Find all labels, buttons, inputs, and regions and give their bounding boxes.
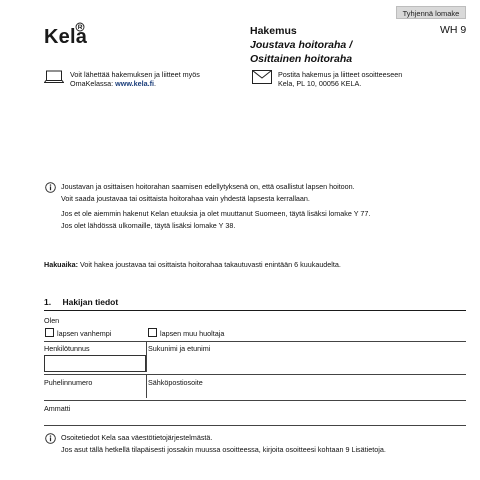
hakuaika-label: Hakuaika: — [44, 260, 78, 269]
address-note — [61, 432, 386, 455]
online-info-suffix: . — [154, 79, 157, 88]
row-divider-1 — [44, 341, 466, 342]
section1-heading — [44, 297, 118, 307]
kela-logo: Kela — [44, 26, 88, 48]
form-title — [250, 24, 352, 66]
row-divider-2 — [44, 374, 466, 375]
ssn-input[interactable] — [44, 355, 146, 372]
postal-info-line2: Kela, PL 10, 00056 KELA. — [278, 79, 362, 88]
laptop-icon — [44, 70, 64, 84]
form-code: WH 9 — [440, 24, 467, 36]
parent-option-label: lapsen vanhempi — [57, 329, 112, 338]
email-input[interactable] — [148, 387, 466, 398]
kela-website-link[interactable]: www.kela.fi — [115, 79, 155, 88]
notice-line2: Voit saada joustavaa tai osittaista hoitorahaa vain yhdestä lapsesta kerrallaan. — [61, 193, 310, 203]
form-title-line2: Joustava hoitoraha / — [250, 39, 353, 51]
name-label: Sukunimi ja etunimi — [148, 344, 211, 353]
address-note-line2: Jos asut tällä hetkellä tilapäisesti jossakin muussa osoitteessa, kirjoita osoitteesi kohtaan 9 Lisätietoja. — [61, 444, 386, 454]
address-info-icon — [45, 433, 56, 444]
section1-number: 1. — [44, 297, 52, 307]
clear-form-button[interactable]: Tyhjennä lomake — [396, 6, 466, 19]
hakuaika-text: Voit hakea joustavaa tai osittaista hoitorahaa takautuvasti enintään 6 kuukaudelta. — [79, 260, 341, 269]
occupation-label: Ammatti — [44, 404, 71, 413]
olen-label: Olen — [44, 316, 60, 325]
online-info-line2 — [70, 79, 200, 88]
info-icon — [45, 182, 56, 193]
section1-title: Hakijan tiedot — [62, 297, 119, 307]
phone-label: Puhelinnumero — [44, 378, 93, 387]
online-info — [70, 70, 200, 88]
row-vdivider-2 — [146, 374, 147, 398]
guardian-checkbox[interactable] — [148, 328, 157, 337]
ssn-label: Henkilötunnus — [44, 344, 90, 353]
occupation-input[interactable] — [44, 413, 466, 424]
hakuaika — [44, 259, 341, 271]
row-divider-4 — [44, 425, 466, 426]
notice-line1: Joustavan ja osittaisen hoitorahan saamisen edellytyksenä on, että osallistut lapsen hoitoon. — [61, 182, 355, 191]
row-vdivider-1 — [146, 341, 147, 372]
notice-line4: Jos olet lähdössä ulkomaille, täytä lisäksi lomake Y 38. — [61, 220, 236, 230]
postal-info — [278, 70, 402, 88]
row-divider-3 — [44, 400, 466, 401]
online-info-prefix: OmaKelassa: — [70, 79, 116, 88]
guardian-option-label: lapsen muu huoltaja — [160, 329, 225, 338]
postal-info-line1: Postita hakemus ja liitteet osoitteeseen — [278, 70, 403, 79]
form-title-line1: Hakemus — [250, 25, 297, 37]
address-note-line1: Osoitetiedot Kela saa väestötietojärjestelmästä. — [61, 433, 213, 442]
form-title-line3: Osittainen hoitoraha — [250, 53, 353, 65]
phone-input[interactable] — [44, 387, 146, 398]
name-input[interactable] — [148, 355, 466, 372]
notice-text — [61, 181, 370, 231]
logo-mark-icon — [75, 22, 85, 32]
online-info-line1: Voit lähettää hakemuksen ja liitteet myös — [70, 70, 200, 79]
section1-divider — [44, 310, 466, 311]
envelope-icon — [252, 70, 272, 84]
parent-checkbox[interactable] — [45, 328, 54, 337]
notice-line3: Jos et ole aiemmin hakenut Kelan etuuksia ja olet muuttanut Suomeen, täytä lisäksi lomake Y 77. — [61, 209, 371, 218]
email-label: Sähköpostiosoite — [148, 378, 203, 387]
